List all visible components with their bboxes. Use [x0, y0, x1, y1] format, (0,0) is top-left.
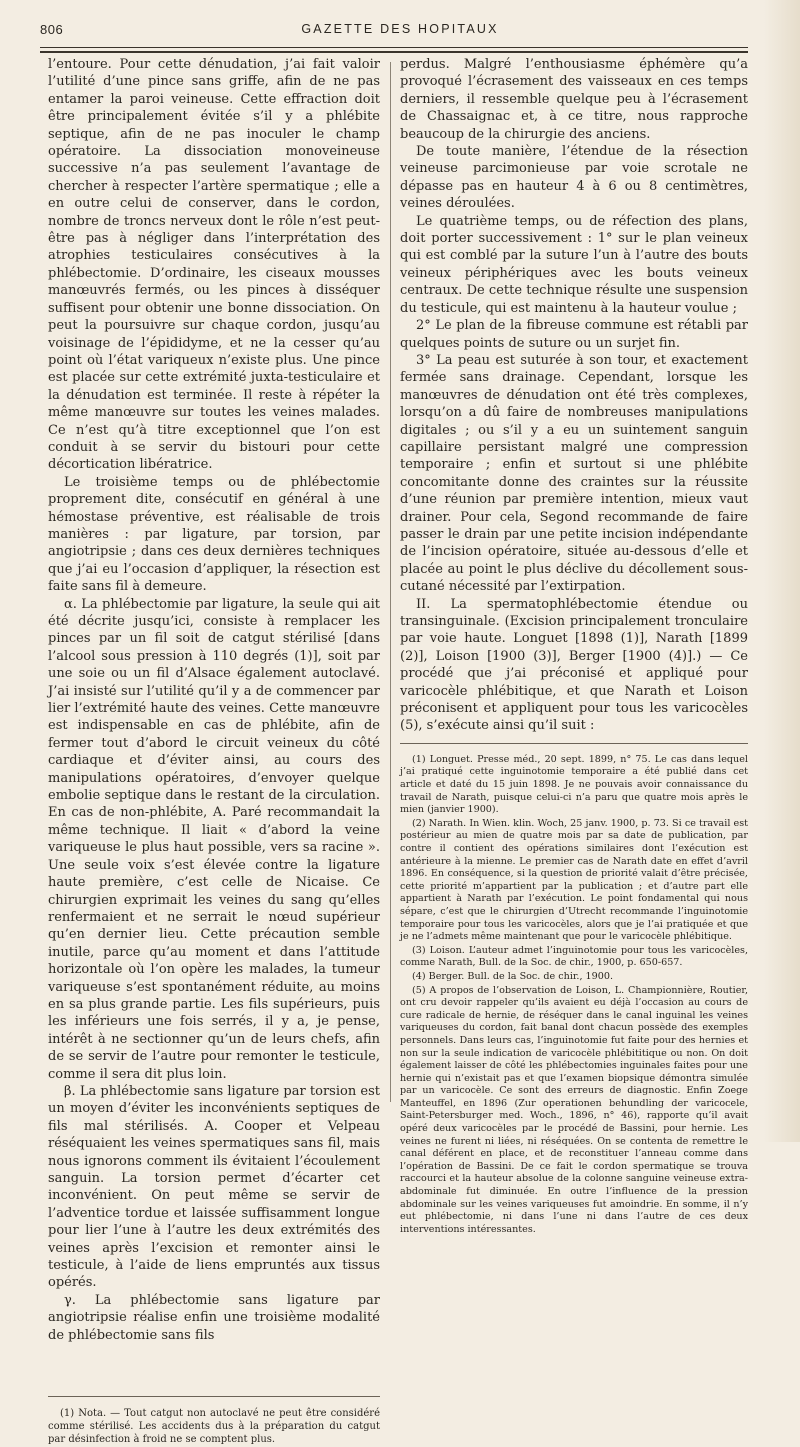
- footnote: (3) Loison. L’auteur admet l’inguinotomie pour tous les varicocèles, comme Narath, Bull. de la Soc. de chir., 1900, p. 650-657.: [400, 944, 748, 969]
- paragraph: α. La phlébectomie par ligature, la seule qui ait été décrite jusqu’ici, consiste à remplacer les pinces par un fil soit de catgut stérilisé [dans l’alcool sous pression à 110 degrés (1)], soit par une soie ou un fil d’Alsace également autoclavé. J’ai insisté sur l’utilité qu’il y a de commencer par lier l’extrémité haute des veines. Cette manœuvre est indispensable en cas de phlébite, afin de fermer tout d’abord le circuit veineux du côté cardiaque et d’éviter ainsi, au cours des manipulations opératoires, d’envoyer quelque embolie septique dans le restant de la circulation. En cas de non-phlébite, A. Paré recommandait la même technique. Il liait « d’abord la veine variqueuse le plus haut possible, vers sa racine ». Une seule voix s’est élevée contre la ligature haute première, c’est celle de Nicaise. Ce chirurgien exprimait les veines du sang qu’elles renfermaient et ne serrait le nœud supérieur qu’en dernier lieu. Cette précaution semble inutile, parce qu’au moment et dans l’attitude horizontale où l’on opère les malades, la tumeur variqueuse s’est spontanément réduite, au moins en sa plus grande partie. Les fils supérieurs, puis les inférieurs une fois serrés, il y a, je pense, intérêt à ne sectionner qu’un de leurs chefs, afin de se servir de l’autre pour remonter le testicule, comme il sera dit plus loin.: [48, 596, 380, 1082]
- header-rule-thick: [40, 51, 748, 53]
- paragraph: 2° Le plan de la fibreuse commune est rétabli par quelques points de suture ou un surjet fin.: [400, 318, 748, 351]
- paragraph: perdus. Malgré l’enthousiasme éphémère qu’a provoqué l’écrasement des vaisseaux en ces temps derniers, il ressemble quelque peu à l’écrasement de Chassaignac et, à ce titre, nous rapproche beaucoup de la chirurgie des anciens.: [400, 57, 748, 142]
- left-column: [48, 56, 380, 1447]
- header-rule-thin: [40, 47, 748, 48]
- journal-title: GAZETTE DES HOPITAUX: [301, 22, 499, 36]
- page-edge-shading: [764, 0, 800, 1142]
- left-footnotes: [48, 1407, 380, 1446]
- footnote-separator: [400, 743, 748, 744]
- right-column: [400, 56, 748, 1237]
- footnote: (1) Longuet. Presse méd., 20 sept. 1899, n° 75. Le cas dans lequel j’ai pratiqué cette inguinotomie temporaire a été publié dans cet article et daté du 15 juin 1898. Je ne pouvais avoir connaissance du travail de Narath, puisque celui-ci n’a paru que quatre mois après le mien (janvier 1900).: [400, 753, 748, 816]
- left-body: [48, 56, 380, 1344]
- footnote-separator: [48, 1396, 380, 1397]
- paragraph: De toute manière, l’étendue de la résection veineuse parcimonieuse par voie scrotale ne dépasse pas en hauteur 4 à 6 ou 8 centimètres, veines déroulées.: [400, 144, 748, 212]
- page-number: 806: [40, 22, 64, 37]
- right-body: [400, 56, 748, 735]
- paragraph: Le quatrième temps, ou de réfection des plans, doit porter successivement : 1° sur le plan veineux qui est comblé par la suture l’un à l’autre des bouts veineux périphériques avec les bouts veineux centraux. De cette technique résulte une suspension du testicule, qui est maintenu à la hauteur voulue ;: [400, 213, 748, 316]
- paragraph: Le troisième temps ou de phlébectomie proprement dite, consécutif en général à une hémostase préventive, est réalisable de trois manières : par ligature, par torsion, par angiotripsie ; dans ces deux dernières techniques que j’ai eu l’occasion d’appliquer, la résection est faite sans fil à demeure.: [48, 474, 380, 595]
- paragraph: γ. La phlébectomie sans ligature par angiotripsie réalise enfin une troisième modalité de phlébectomie sans fils: [48, 1292, 380, 1343]
- column-divider: [390, 62, 391, 1102]
- right-footnotes: [400, 754, 748, 1237]
- paragraph: β. La phlébectomie sans ligature par torsion est un moyen d’éviter les inconvénients septiques de fils mal stérilisés. A. Cooper et Velpeau réséquaient les veines spermatiques sans fil, mais nous ignorons comment ils évitaient l’écoulement sanguin. La torsion permet d’écarter cet inconvénient. On peut même se servir de l’adventice tordue et laissée suffisamment longue pour lier l’une à l’autre les deux extrémités des veines après l’excision et remonter ainsi le testicule, à l’aide de liens empruntés aux tissus opérés.: [48, 1083, 380, 1291]
- paragraph: l’entoure. Pour cette dénudation, j’ai fait valoir l’utilité d’une pince sans griffe, afin de ne pas entamer la paroi veineuse. Cette effraction doit être principalement évitée s’il y a phlébite septique, afin de ne pas inoculer le champ opératoire. La dissociation monoveineuse successive n’a pas seulement l’avantage de chercher à respecter l’artère spermatique ; elle a en outre celui de conserver, dans le cordon, nombre de troncs nerveux dont le rôle n’est peut-être pas à négliger dans l’interprétation des atrophies testiculaires consécutives à la phlébectomie. D’ordinaire, les ciseaux mousses manœuvrés fermés, ou les pinces à disséquer suffisent pour obtenir une bonne dissociation. On peut la poursuivre sur chaque cordon, jusqu’au voisinage de l’épididyme, et ne la cesser qu’au point où l’état variqueux n’existe plus. Une pince est placée sur cette extrémité juxta-testiculaire et la dénudation est terminée. Il reste à répéter la même manœuvre sur toutes les veines malades. Ce n’est qu’à titre exceptionnel que l’on est conduit à se servir du bistouri pour cette décortication libératrice.: [48, 57, 380, 473]
- footnote: (5) A propos de l’observation de Loison, L. Championnière, Routier, ont cru devoir rappeler qu’ils avaient eu déjà l’occasion au cours de cure radicale de hernie, de réséquer dans le canal inguinal les veines variqueuses du cordon, fait banal dont chacun possède des exemples personnels. Dans leurs cas, l’inguinotomie fut faite pour des hernies et non sur la seule indication de varicocèle phlébititique ou non. On doit également laisser de côté les phlébectomies inguinales faites pour une hernie qui n’existait pas et que l’examen biopsique démontra simulée par un varicocèle. Ce sont des erreurs de diagnostic. Enfin Zoege Manteuffel, en 1896 (Zur operationen behundling der varicocele, Saint-Petersburger med. Woch., 1896, n° 46), rapporte qu’il avait opéré deux varicocèles par le procédé de Bassini, pour hernie. Les veines ne furent ni liées, ni réséquées. On se contenta de remettre le canal déférent en place, et de reconstituer l’anneau comme dans l’opération de Bassini. De ce fait le cordon spermatique se trouva raccourci et la hauteur absolue de la colonne sanguine veineuse extra-abdominale fut diminuée. En outre l’influence de la pression abdominale sur les veines variqueuses fut amoindrie. En somme, il n’y eut phlébectomie, ni dans l’une ni dans l’autre de ces deux interventions intéressantes.: [400, 984, 748, 1235]
- paragraph: 3° La peau est suturée à son tour, et exactement fermée sans drainage. Cependant, lorsque les manœuvres de dénudation ont été très complexes, lorsqu’on a dû faire de nombreuses manipulations digitales ; ou s’il y a eu un suintement sanguin capillaire persistant malgré une compression temporaire ; enfin et surtout si une phlébite concomitante donne des craintes sur la réussite d’une réunion par première intention, mieux vaut drainer. Pour cela, Segond recommande de faire passer le drain par une petite incision indépendante de l’incision opératoire, située au-dessous d’elle et placée au point le plus déclive du décollement sous-cutané nécessité par l’extirpation.: [400, 352, 748, 595]
- footnote: (1) Nota. — Tout catgut non autoclavé ne peut être considéré comme stérilisé. Les accidents dus à la préparation du catgut par désinfection à froid ne se comptent plus.: [48, 1408, 380, 1446]
- footnote: (4) Berger. Bull. de la Soc. de chir., 1900.: [412, 970, 614, 982]
- paragraph: II. La spermatophlébectomie étendue ou transinguinale. (Excision principalement tronculaire par voie haute. Longuet [1898 (1)], Narath [1899 (2)], Loison [1900 (3)], Berger [1900 (4)].) — Ce procédé que j’ai préconisé et appliqué pour varicocèle phlébitique, et que Narath et Loison préconisent et appliquent pour tous les varicocèles (5), s’exécute ainsi qu’il suit :: [400, 596, 748, 734]
- footnote: (2) Narath. In Wien. klin. Woch, 25 janv. 1900, p. 73. Si ce travail est postérieur au mien de quatre mois par sa date de publication, par contre il contient des opérations similaires dont l’exécution est antérieure à la mienne. Le premier cas de Narath date en effet d’avril 1896. En conséquence, si la question de priorité valait d’être précisée, cette priorité m’appartient par la publication ; et d’autre part elle appartient à Narath par l’exécution. Le point fondamental qui nous sépare, c’est que le chirurgien d’Utrecht recommande l’inguinotomie temporaire pour tous les varicocèles, alors que je l’ai pratiquée et que je ne l’admets même maintenant que pour le varicocèle phlébitique.: [400, 817, 748, 943]
- running-header: [40, 22, 760, 42]
